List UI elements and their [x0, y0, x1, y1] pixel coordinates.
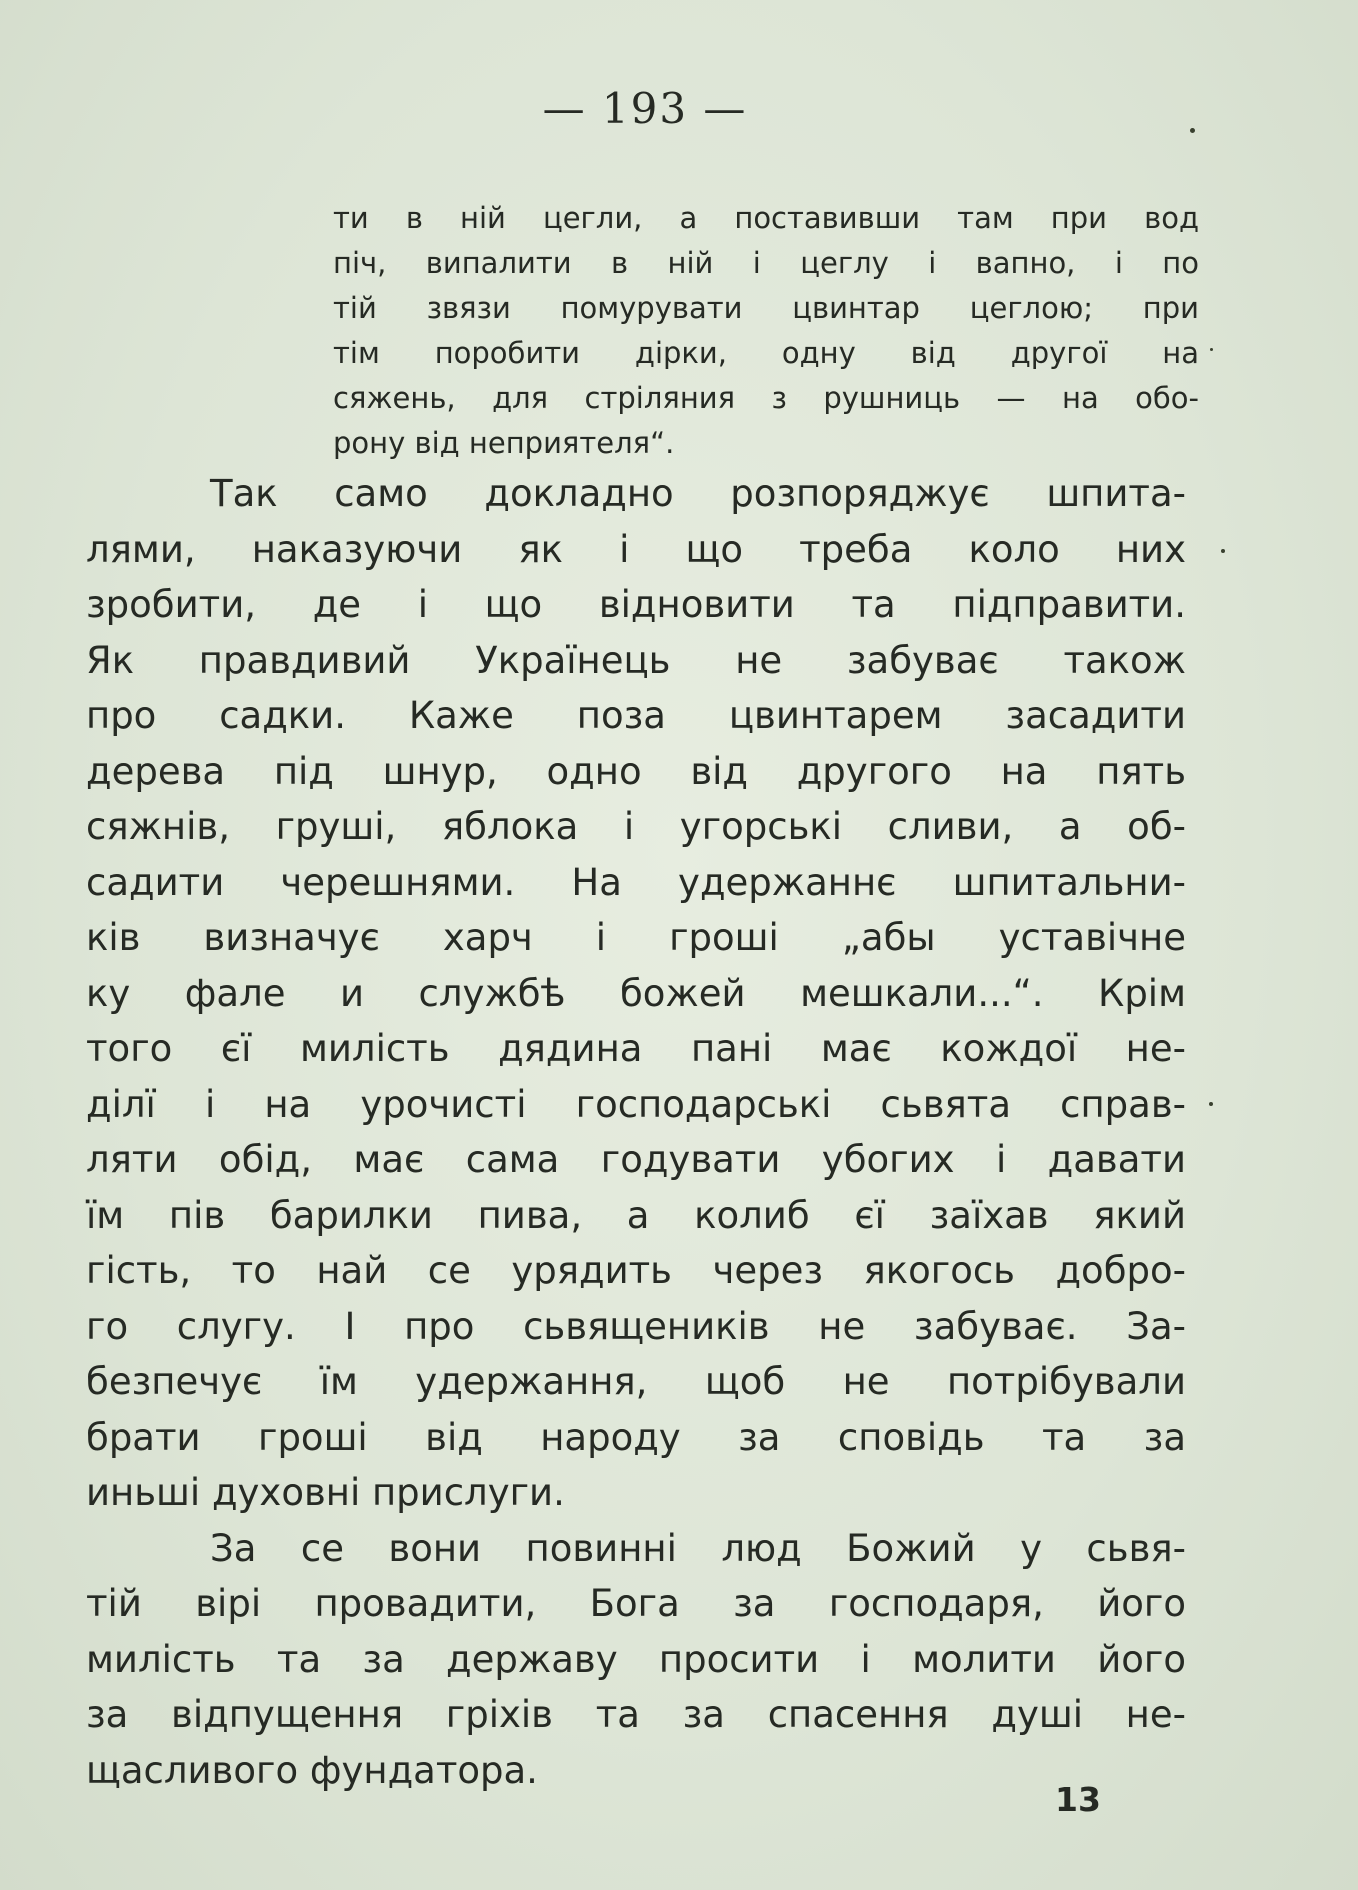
quote-line: ти в ній цегли, а поставивши там при вод — [333, 201, 1199, 235]
paragraph2-line: за відпущення гріхів та за спасення душі не- — [86, 1693, 1186, 1736]
paper-speck — [1210, 348, 1213, 351]
paragraph1-line: сяжнів, груші, яблока і угорські сливи, а об- — [86, 805, 1186, 848]
signature-mark: 13 — [1055, 1780, 1101, 1819]
paragraph1-line: ділї і на урочисті господарські сьвята справ- — [86, 1082, 1186, 1126]
quote-block — [333, 196, 1199, 466]
quote-line: сяжень, для стріляния з рушниць — на обо- — [333, 381, 1199, 415]
paragraph2-line: тій вірі провадити, Бога за господаря, його — [86, 1582, 1186, 1625]
paragraph1-line: про садки. Каже поза цвинтарем засадити — [86, 694, 1186, 737]
paragraph1-line: їм пів барилки пива, а колиб єї заїхав який — [86, 1193, 1186, 1237]
paragraph1-line: садити черешнями. На удержаннє шпитальни- — [86, 860, 1186, 904]
paragraph2-line: За се вони повинні люд Божий у сьвя- — [210, 1526, 1186, 1570]
paragraph2-line: милість та за державу просити і молити його — [86, 1637, 1186, 1681]
paper-speck — [1221, 549, 1225, 553]
paragraph1-line: гість, то най се урядить через якогось добро- — [86, 1249, 1186, 1292]
paragraph1-line: ків визначує харч і гроші „абы уставічне — [86, 916, 1186, 959]
paragraph1-line: лями, наказуючи як і що треба коло них — [86, 527, 1186, 571]
paragraph1-line: зробити, де і що відновити та підправити. — [86, 583, 1186, 626]
paragraph1-line: Як правдивий Українець не забуває також — [86, 638, 1186, 682]
paragraph1-line: того єї милість дядина пані має кождої не- — [86, 1027, 1186, 1070]
quote-line: тім поробити дірки, одну від другої на — [333, 336, 1199, 370]
quote-line: рону від неприятеля“. — [333, 426, 675, 460]
paragraph1-line: Так само докладно розпоряджує шпита- — [210, 472, 1186, 515]
paragraph1-line: безпечує їм удержання, щоб не потрібували — [86, 1360, 1186, 1403]
paper-speck — [1209, 1102, 1213, 1106]
quote-line: піч, випалити в ній і цеглу і вапно, і по — [333, 246, 1199, 280]
paragraph1-line: ку фале и службѣ божей мешкали...“. Крім — [86, 971, 1186, 1015]
paper-speck — [1190, 128, 1195, 133]
page-number: — 193 — — [542, 84, 748, 133]
body-text — [86, 466, 1186, 1798]
paragraph1-line: го слугу. І про сьвящеників не забуває. За- — [86, 1304, 1186, 1348]
quote-line: тій звязи помурувати цвинтар цеглою; при — [333, 291, 1199, 325]
paragraph1-line: брати гроші від народу за сповідь та за — [86, 1415, 1186, 1459]
paragraph1-line: ляти обід, має сама годувати убогих і давати — [86, 1138, 1186, 1181]
paragraph2-line: щасливого фундатора. — [86, 1748, 538, 1792]
paragraph1-line: иньші духовні прислуги. — [86, 1471, 565, 1514]
paragraph1-line: дерева під шнур, одно від другого на пять — [86, 749, 1186, 793]
